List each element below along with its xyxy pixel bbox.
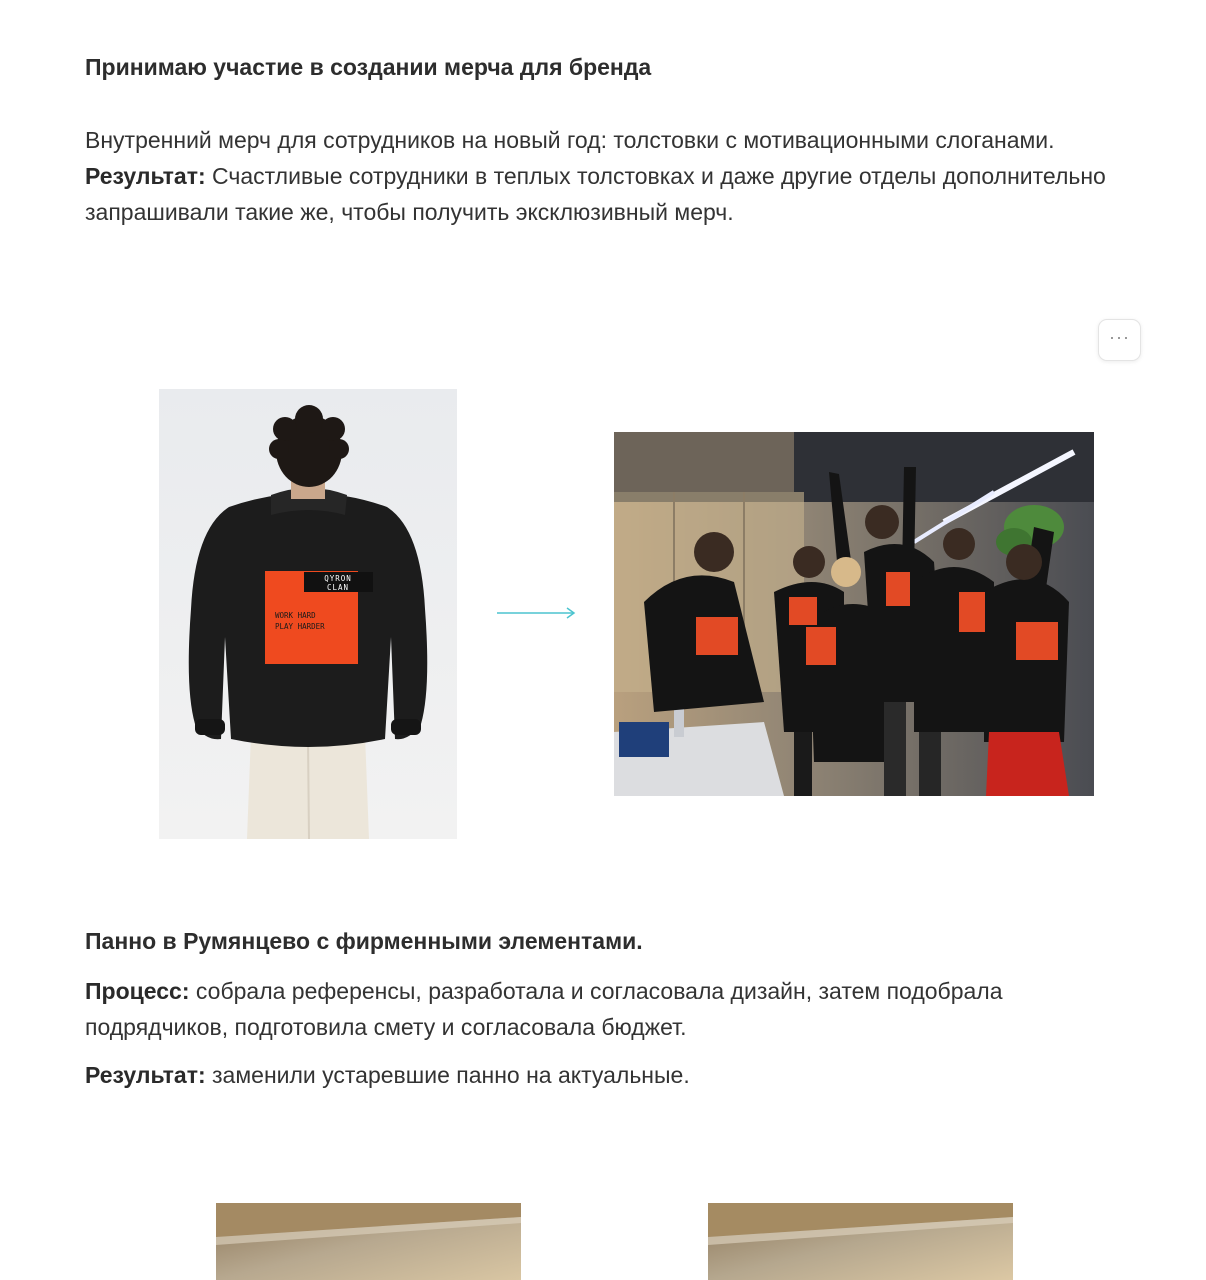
more-dots-icon: ··· [1109,327,1130,347]
hoodie-brand-line2: CLAN [326,583,350,592]
panel-process-label: Процесс: [85,978,190,1004]
team-photo-image [614,432,1094,796]
panel-result-label: Результат: [85,1062,206,1088]
panel-result-text: заменили устаревшие панно на актуальные. [205,1062,690,1088]
merch-section-title: Принимаю участие в создании мерча для бренда [85,54,652,80]
panel-section-title: Панно в Румянцево с фирменными элементами. [85,928,643,954]
team-photo-illustration [614,432,1094,796]
merch-description [85,122,1115,230]
hoodie-mockup-image [159,389,457,839]
panel-photo-left [216,1203,521,1280]
hoodie-slogan-line2: PLAY HARDER [275,622,325,631]
merch-result-label: Результат: [85,163,206,189]
hoodie-mockup-illustration [159,389,457,839]
panel-process [85,973,1115,1045]
merch-result-text: Счастливые сотрудники в теплых толстовках и даже другие отделы дополнительно запрашивали такие же, чтобы получить эксклюзивный мерч. [85,163,1106,225]
block-options-button[interactable] [1098,319,1141,361]
merch-description-text: Внутренний мерч для сотрудников на новый год: толстовки с мотивационными слоганами. [85,127,1055,153]
arrow-right-icon [497,605,577,621]
hoodie-brand-line1: QYRON [324,574,352,583]
panel-process-text: собрала референсы, разработала и согласовала дизайн, затем подобрала подрядчиков, подготовила смету и согласовала бюджет. [85,978,1003,1040]
panel-photo-left-illustration [216,1203,521,1280]
panel-result [85,1057,1115,1093]
panel-photo-right-illustration [708,1203,1013,1280]
hoodie-slogan-line1: WORK HARD [275,611,316,620]
panel-photo-right [708,1203,1013,1280]
